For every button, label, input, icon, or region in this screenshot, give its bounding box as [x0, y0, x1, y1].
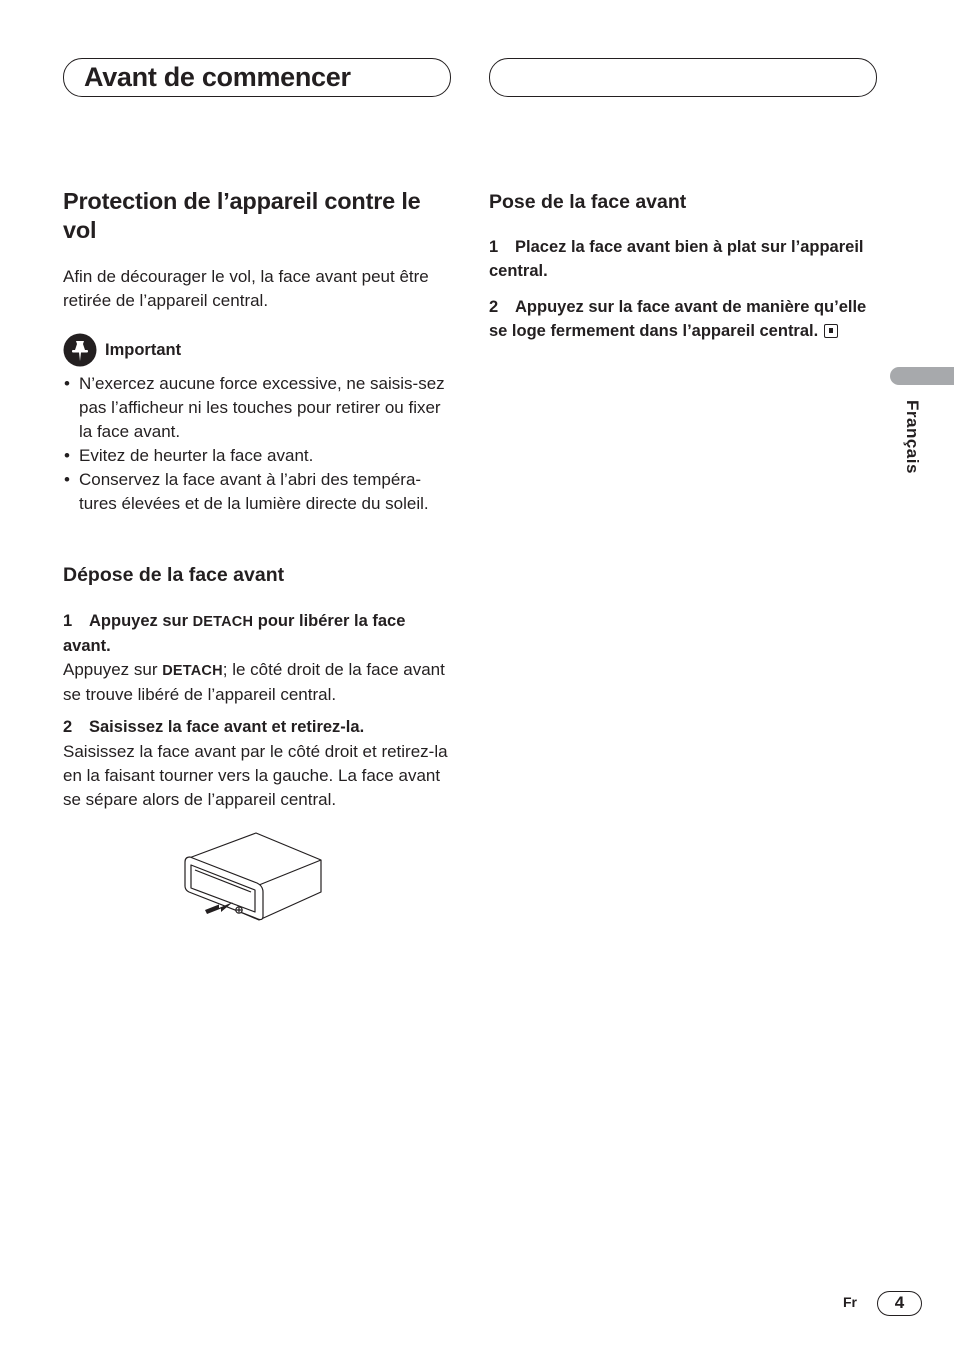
page-number: 4	[877, 1291, 922, 1316]
important-label: Important	[105, 340, 182, 359]
important-bullet-list	[63, 372, 453, 516]
step-2-block	[63, 716, 453, 812]
detach-key-label: DETACH	[162, 663, 223, 679]
list-item: • N’exercez aucune force excessive, ne saisis-sez pas l’afficheur ni les touches pour retirer ou fixer la face avant.	[64, 374, 445, 441]
subsection-title-depose: Dépose de la face avant	[63, 564, 285, 586]
intro-text: Afin de décourager le vol, la face avant peut être retirée de l’appareil central.	[63, 267, 429, 310]
pushpin-icon	[63, 333, 97, 367]
list-item: • Conservez la face avant à l’abri des tempéra-tures élevées et de la lumière directe du soleil.	[64, 470, 429, 513]
language-tab-marker	[890, 367, 954, 385]
step-1-body: Appuyez sur DETACH; le côté droit de la face avant se trouve libéré de l’appareil central.	[63, 660, 445, 704]
header-title-bar	[63, 58, 451, 97]
step-1-heading: 1 Appuyez sur DETACH pour libérer la face avant.	[63, 612, 406, 655]
step-2-heading: 2 Appuyez sur la face avant de manière qu’elle se loge fermement dans l’appareil central.	[489, 298, 867, 340]
list-item: • Evitez de heurter la face avant.	[64, 446, 314, 465]
step-1-block	[63, 610, 453, 707]
detach-key-label: DETACH	[192, 614, 254, 630]
step-2-heading: 2 Saisissez la face avant et retirez-la.	[63, 718, 365, 736]
step-2-body: Saisissez la face avant par le côté droit et retirez-la en la faisant tourner vers la gauche. La face avant se sépare alors de l’appareil central.	[63, 741, 448, 809]
language-tab-label: Français	[903, 400, 922, 474]
header-empty-bar	[489, 58, 877, 97]
important-notice-heading	[63, 333, 181, 367]
page-title: Avant de commencer	[84, 62, 351, 92]
step-1-heading: 1 Placez la face avant bien à plat sur l’appareil central.	[489, 238, 864, 280]
section-title: Protection de l’appareil contre le vol	[63, 188, 421, 243]
end-of-section-icon	[824, 324, 838, 338]
footer-language-code: Fr	[843, 1294, 857, 1310]
detach-faceplate-illustration	[181, 830, 327, 922]
subsection-title-pose: Pose de la face avant	[489, 191, 687, 213]
